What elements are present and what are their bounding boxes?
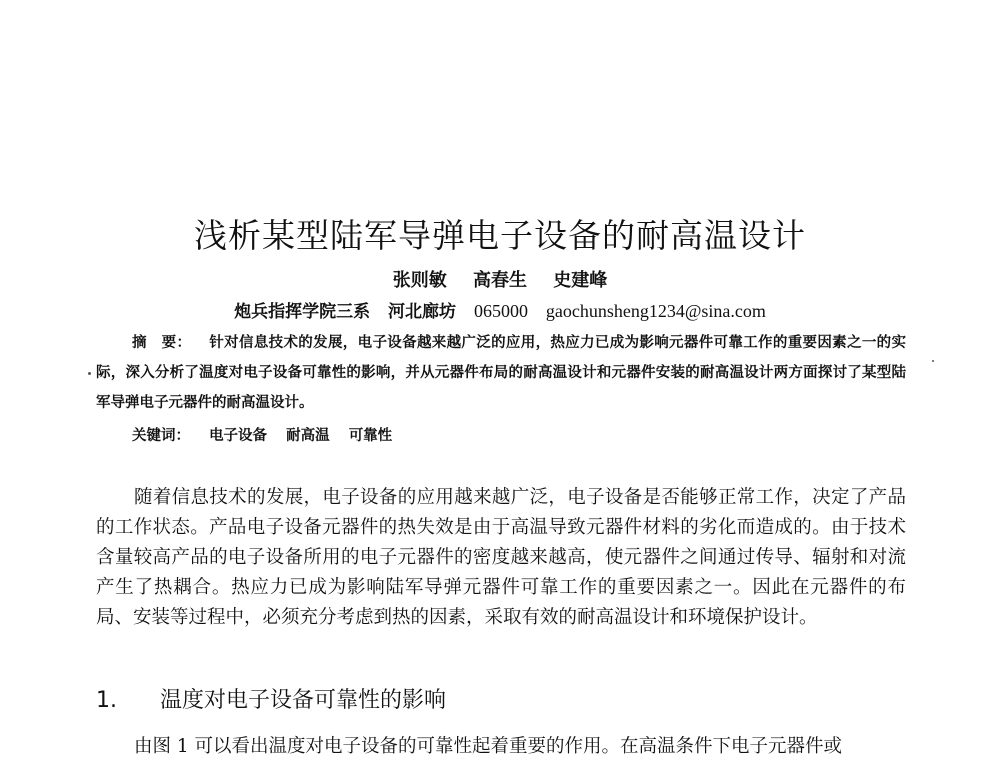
author-name: 高春生 bbox=[473, 270, 527, 291]
abstract-text: 针对信息技术的发展，电子设备越来越广泛的应用，热应力已成为影响元器件可靠工作的重要因素之一的实际，深入分析了温度对电子设备可靠性的影响，并从元器件布局的耐高温设计和元器件安装的耐高温设计两方面探讨了某型陆军导弹电子元器件的耐高温设计。 bbox=[96, 334, 907, 411]
affiliation-location: 河北廊坊 bbox=[388, 302, 457, 322]
abstract-label: 摘 要： bbox=[132, 334, 192, 351]
keyword-item: 电子设备 bbox=[209, 427, 268, 444]
intro-paragraph: 随着信息技术的发展，电子设备的应用越来越广泛，电子设备是否能够正常工作，决定了产品的工作状态。产品电子设备元器件的热失效是由于高温导致元器件材料的劣化而造成的。由于技术含量较高产品的电子设备所用的电子元器件的密度越来越高，使元器件之间通过传导、辐射和对流产生了热耦合。热应力已成为影响陆军导弹元器件可靠工作的重要因素之一。因此在元器件的布局、安装等过程中，必须充分考虑到热的因素，采取有效的耐高温设计和环境保护设计。 bbox=[96, 487, 906, 628]
scan-speck bbox=[88, 372, 91, 375]
affiliation bbox=[0, 297, 1000, 322]
paper-title: 浅析某型陆军导弹电子设备的耐高温设计 bbox=[194, 216, 806, 255]
author-name: 史建峰 bbox=[553, 270, 608, 291]
section-heading bbox=[96, 683, 446, 714]
keyword-item: 耐高温 bbox=[286, 427, 330, 444]
keywords bbox=[132, 424, 406, 445]
scan-speck bbox=[932, 360, 934, 362]
affiliation-postcode: 065000 bbox=[473, 301, 528, 321]
author-name: 张则敏 bbox=[392, 270, 447, 291]
affiliation-institution: 炮兵指挥学院三系 bbox=[234, 302, 371, 322]
keyword-item: 可靠性 bbox=[348, 427, 393, 444]
author-list bbox=[0, 266, 1000, 292]
keywords-label: 关键词： bbox=[132, 427, 190, 444]
section-title: 温度对电子设备可靠性的影响 bbox=[160, 688, 447, 713]
abstract bbox=[96, 328, 906, 418]
author-email: gaochunsheng1234@sina.com bbox=[545, 301, 766, 321]
section-paragraph: 由图 1 可以看出温度对电子设备的可靠性起着重要的作用。在高温条件下电子元器件或 bbox=[134, 736, 843, 757]
section-number: 1. bbox=[96, 688, 117, 713]
